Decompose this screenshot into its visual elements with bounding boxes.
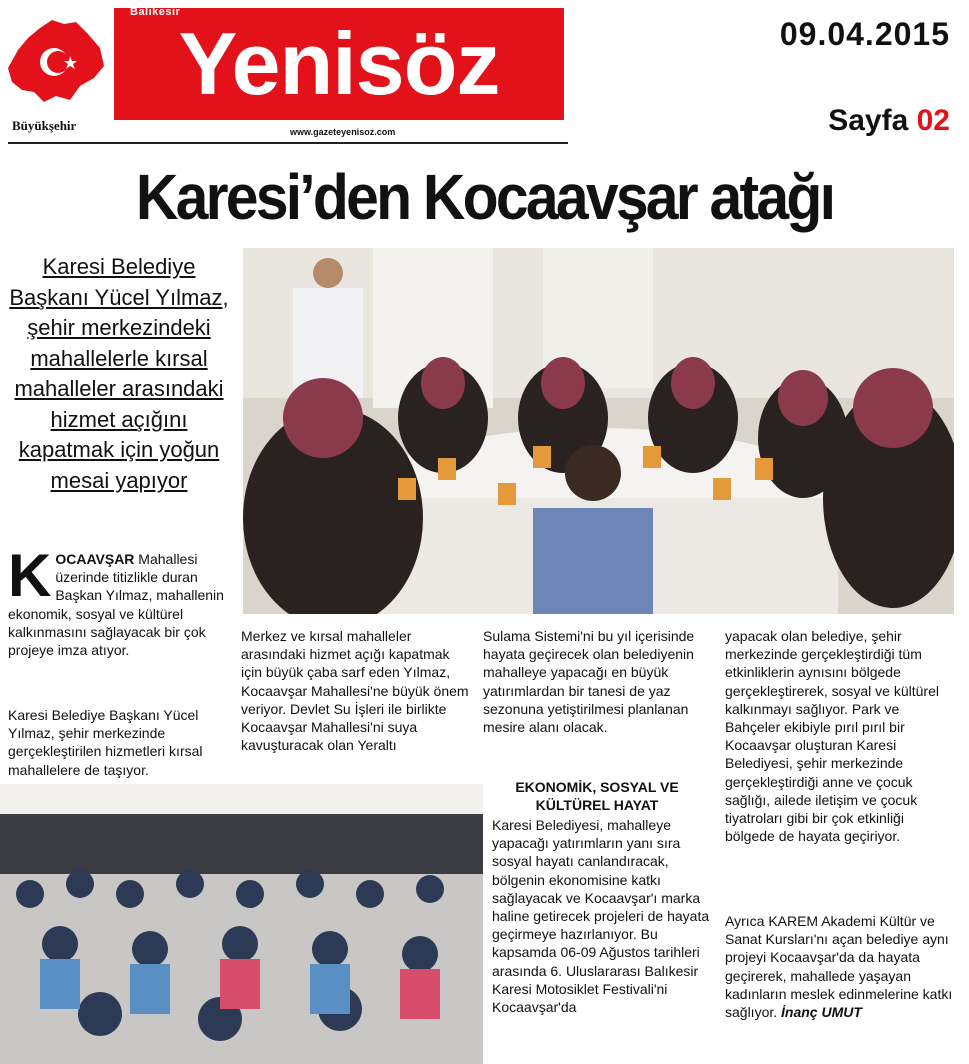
photo-children-audience	[0, 784, 483, 1064]
turkey-map-logo-icon	[0, 8, 108, 108]
article-lead	[8, 542, 230, 659]
article-paragraph-2: Karesi Belediye Başkanı Yücel Yılmaz, şehir merkezinde gerçekleştirilen hizmetleri kırsal mahallelere de taşıyor.	[8, 707, 203, 778]
masthead-rule	[8, 142, 568, 144]
subheadline: Karesi Belediye Başkanı Yücel Yılmaz, şehir merkezindeki mahallelerle kırsal mahalleler arasındaki hizmet açığını kapatmak için yoğun mesai yapıyor	[9, 254, 229, 493]
page-number	[770, 104, 950, 138]
headline: Karesi’den Kocaavşar atağı	[135, 161, 834, 233]
newspaper-name: Yenisöz	[114, 8, 564, 120]
lead-text: Mahallesi üzerinde titizlikle duran Başkan Yılmaz, mahallenin ekonomik, sosyal ve kültürel kalkınmasını sağlayacak bir çok projeye imza atıyor.	[8, 551, 224, 659]
closing-paragraph: Ayrıca KAREM Akademi Kültür ve Sanat Kursları'nı açan belediye aynı projeyi Kocaavşar'da da hayata geçirerek, mahallede yaşayan kadınların meslek edinmelerine katkı sağlıyor.	[725, 913, 953, 1021]
article-column-2: Merkez ve kırsal mahalleler arasındaki hizmet açığı kapatmak için büyük çaba sarf eden Yılmaz, Kocaavşar Mahallesi'ne büyük önem veriyor. Devlet Su İşleri ile birlikte Kocaavşar Mahallesi'ni suya kavuşturacak olan Yeraltı	[241, 628, 469, 754]
newspaper-url: www.gazeteyenisoz.com	[290, 127, 396, 137]
author-name: İnanç UMUT	[781, 1004, 862, 1021]
lead-bold: OCAAVŞAR	[55, 551, 135, 567]
article-column-3: Sulama Sistemi'ni bu yıl içerisinde hayata geçirecek olan belediyenin mahalleye yapacağı en büyük yatırımlardan bir tanesi de yaz sezonuna yetiştirilmesi planlanan mesire alanı olacak.	[483, 628, 695, 736]
drop-cap: K	[8, 542, 52, 609]
article-column-4b	[725, 912, 957, 1021]
section-subtitle: EKONOMİK, SOSYAL VE KÜLTÜREL HAYAT	[515, 779, 679, 813]
photo-women-meeting	[243, 248, 954, 614]
newspaper-city: Balıkesir	[130, 6, 181, 18]
issue-date: 09.04.2015	[779, 16, 950, 52]
article-column-4: yapacak olan belediye, şehir merkezinde gerçekleştirdiği tüm etkinliklerin aynısını bölgede gerçekleştirerek, sosyal ve kültürel kalkınmayı sağlıyor. Park ve Bahçeler ekibiyle pırıl pırıl bir Kocaavşar oluşturan Karesi Belediyesi, şehir merkezinde gerçekleştirdiği anne ve çocuk sağlığı, ailede iletişim ve çocuk tiyatroları gibi bir çok etkinliği bölgede de hayata geçiriyor.	[725, 628, 939, 845]
page-label: Sayfa	[828, 104, 909, 137]
article-column-3b: Karesi Belediyesi, mahalleye yapacağı yatırımların yanı sıra sosyal hayatı canlandıracak, bölgenin ekonomisine katkı sağlayacak ve Kocaavşar'ı marka haline getirecek projeleri de hayata geçirmeye hazırlanıyor. Bu kapsamda 06-09 Ağustos tarihleri arasında 6. Uluslararası Balıkesir Karesi Motosiklet Festivali'ni Kocaavşar'da	[492, 817, 710, 1016]
newspaper-region: Büyükşehir	[12, 118, 77, 133]
page-number-value: 02	[916, 104, 950, 137]
